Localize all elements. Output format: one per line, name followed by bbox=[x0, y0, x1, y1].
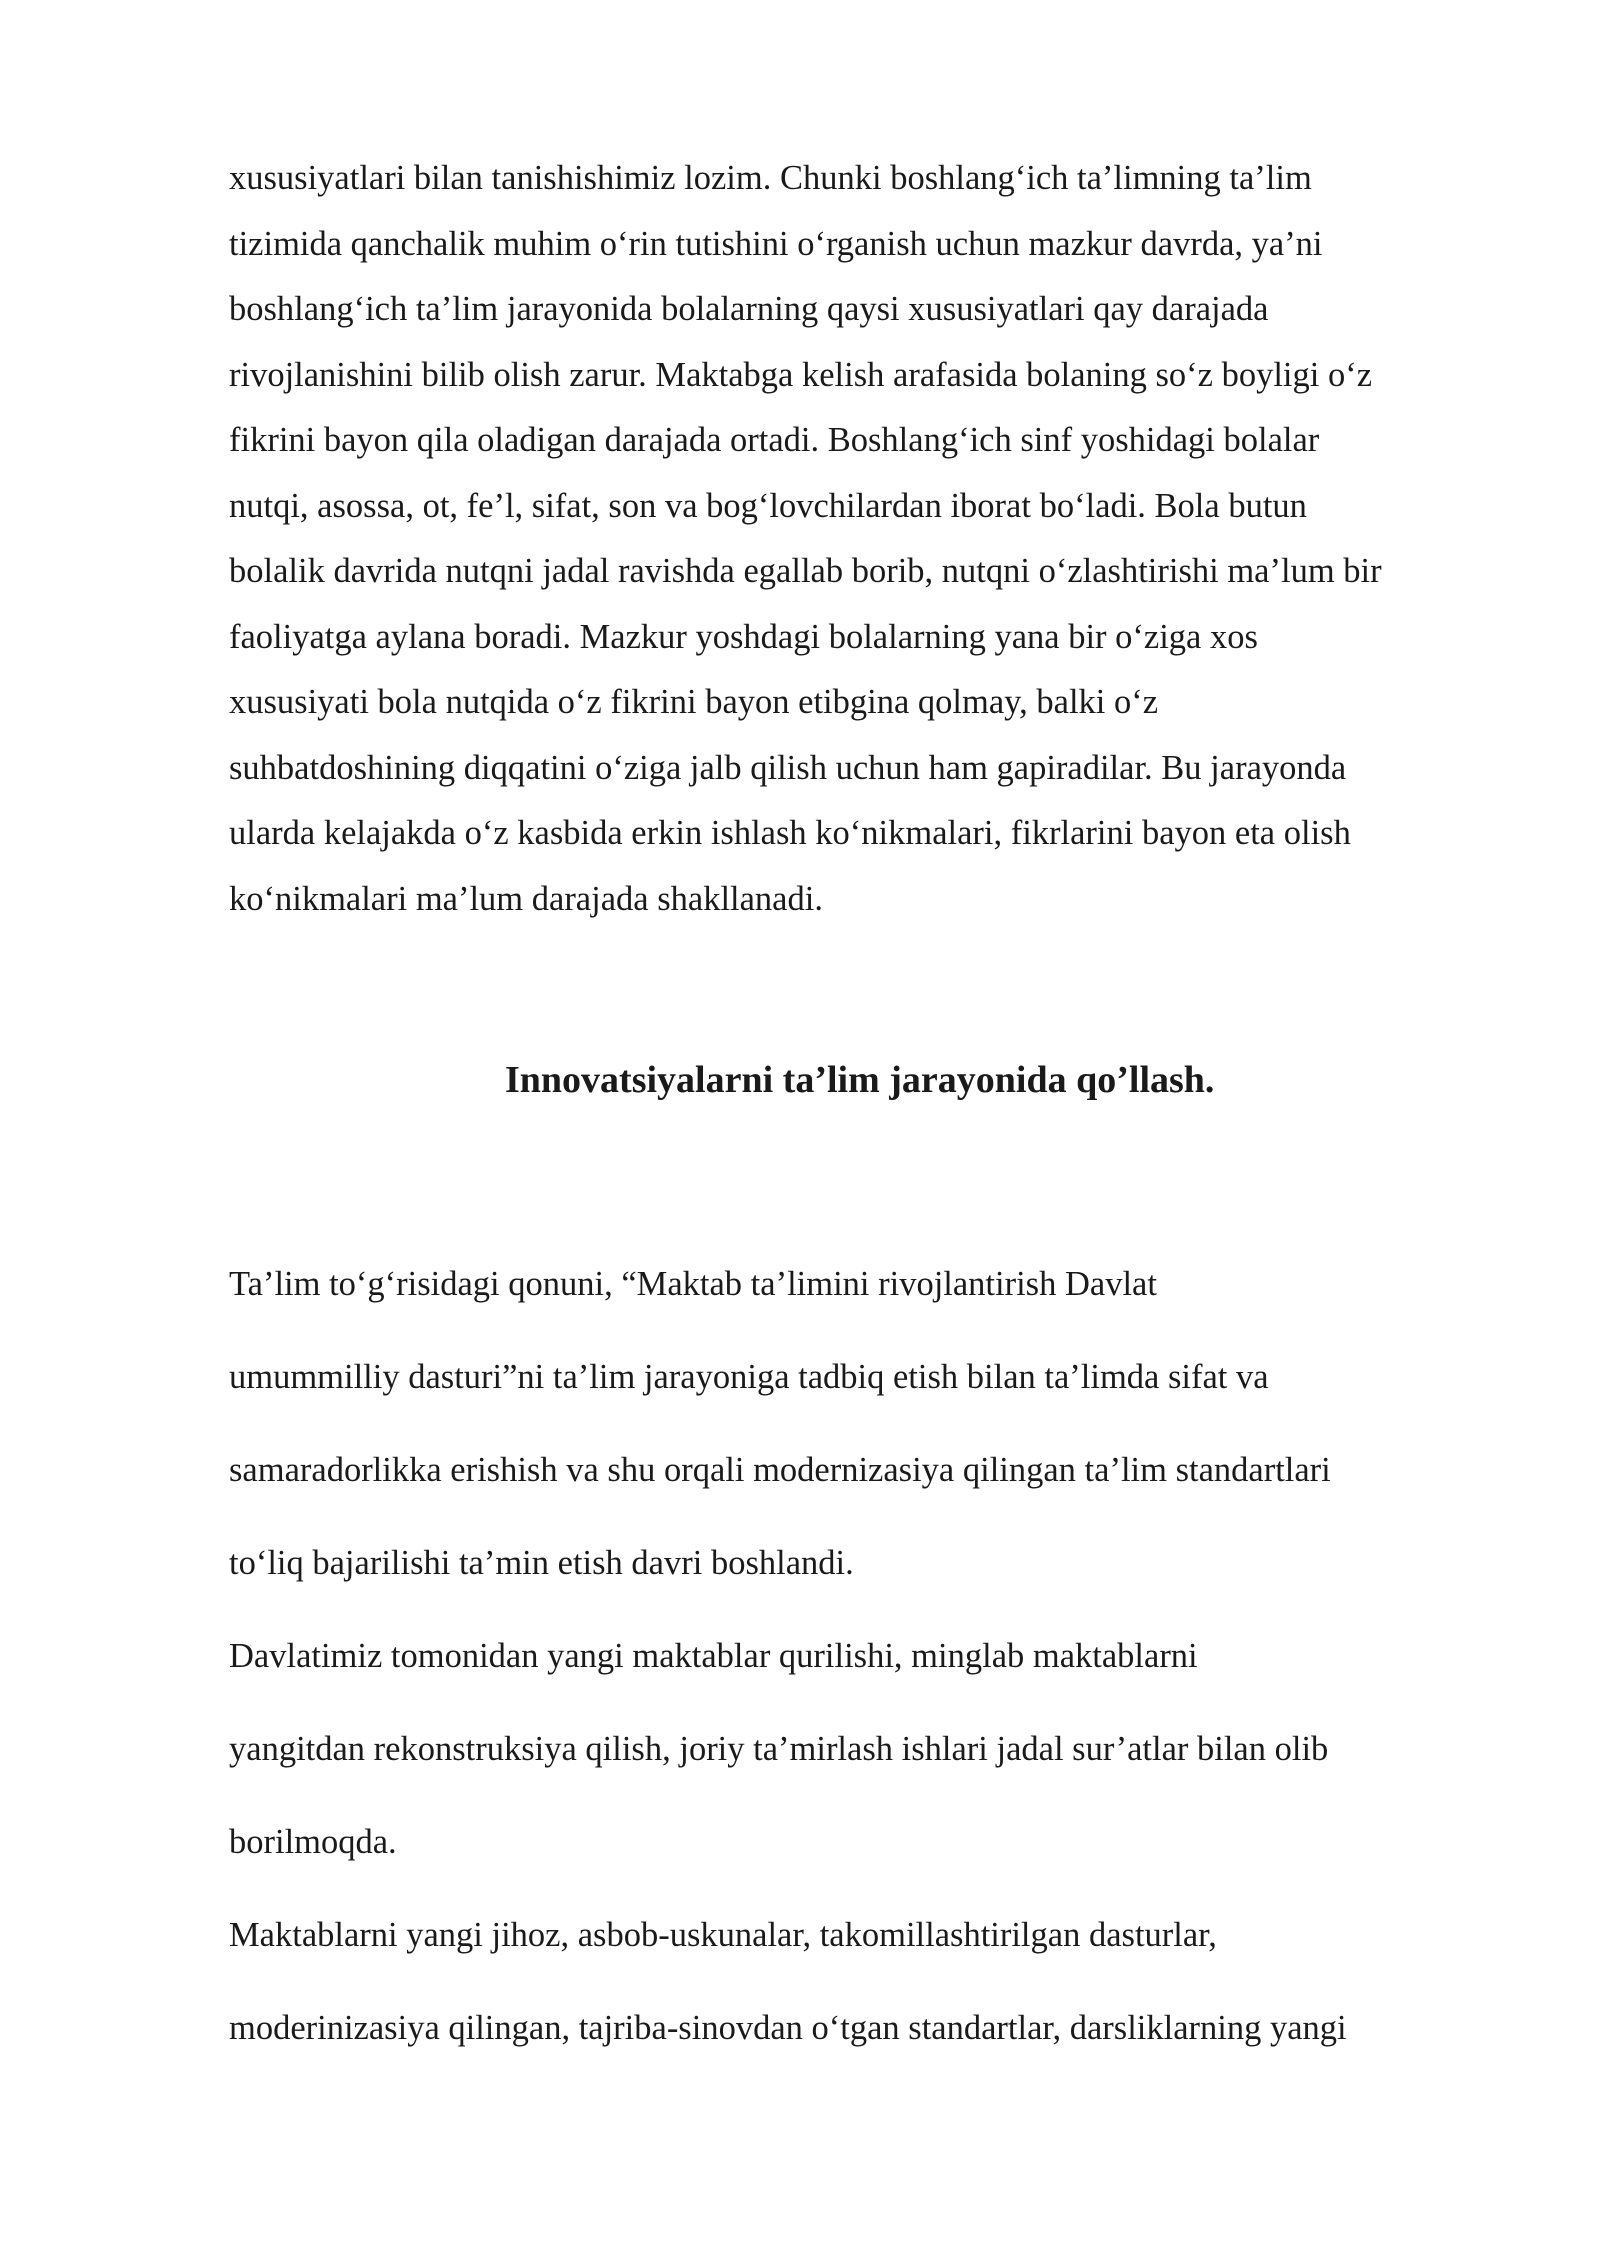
text-line: tizimida qanchalik muhim o‘rin tutishini o‘rganish uchun mazkur davrda, ya’ni bbox=[229, 224, 1323, 263]
section-heading: Innovatsiyalarni ta’lim jarayonida qo’llash. bbox=[505, 1059, 1215, 1101]
section-body bbox=[229, 1238, 1509, 2075]
text-line: borilmoqda. bbox=[229, 1823, 397, 1861]
text-line: samaradorlikka erishish va shu orqali modernizasiya qilingan ta’lim standartlari bbox=[229, 1451, 1331, 1489]
text-line: nutqi, asossa, ot, fe’l, sifat, son va bog‘lovchilardan iborat bo‘ladi. Bola butun bbox=[229, 486, 1307, 525]
text-line: boshlang‘ich ta’lim jarayonida bolalarning qaysi xususiyatlari qay darajada bbox=[229, 290, 1269, 328]
text-line: ko‘nikmalari ma’lum darajada shakllanadi. bbox=[229, 879, 823, 918]
text-line: xususiyati bola nutqida o‘z fikrini bayon etibgina qolmay, balki o‘z bbox=[229, 683, 1159, 721]
text-line: xususiyatlari bilan tanishishimiz lozim. Chunki boshlang‘ich ta’limning ta’lim bbox=[229, 159, 1312, 197]
paragraph-intro bbox=[229, 146, 1509, 932]
text-line: umummilliy dasturi”ni ta’lim jarayoniga tadbiq etish bilan ta’limda sifat va bbox=[229, 1358, 1269, 1396]
text-line: yangitdan rekonstruksiya qilish, joriy ta’mirlash ishlari jadal sur’atlar bilan olib bbox=[229, 1730, 1329, 1768]
text-line: Maktablarni yangi jihoz, asbob-uskunalar, takomillashtirilgan dasturlar, bbox=[229, 1916, 1217, 1954]
text-line: rivojlanishini bilib olish zarur. Maktabga kelish arafasida bolaning so‘z boyligi o‘z bbox=[229, 355, 1373, 394]
text-line: Davlatimiz tomonidan yangi maktablar qurilishi, minglab maktablarni bbox=[229, 1637, 1198, 1675]
text-line: fikrini bayon qila oladigan darajada ortadi. Boshlang‘ich sinf yoshidagi bolalar bbox=[229, 421, 1320, 459]
text-line: to‘liq bajarilishi ta’min etish davri boshlandi. bbox=[229, 1544, 854, 1582]
text-line: bolalik davrida nutqni jadal ravishda egallab borib, nutqni o‘zlashtirishi ma’lum bir bbox=[229, 552, 1382, 590]
text-line: faoliyatga aylana boradi. Mazkur yoshdagi bolalarning yana bir o‘ziga xos bbox=[229, 617, 1258, 656]
text-line: suhbatdoshining diqqatini o‘ziga jalb qilish uchun ham gapiradilar. Bu jarayonda bbox=[229, 748, 1347, 787]
text-line: Ta’lim to‘g‘risidagi qonuni, “Maktab ta’limini rivojlantirish Davlat bbox=[229, 1265, 1157, 1303]
text-line: moderinizasiya qilingan, tajriba-sinovdan o‘tgan standartlar, darsliklarning yangi bbox=[229, 2009, 1347, 2047]
text-line: ularda kelajakda o‘z kasbida erkin ishlash ko‘nikmalari, fikrlarini bayon eta olish bbox=[229, 814, 1351, 852]
